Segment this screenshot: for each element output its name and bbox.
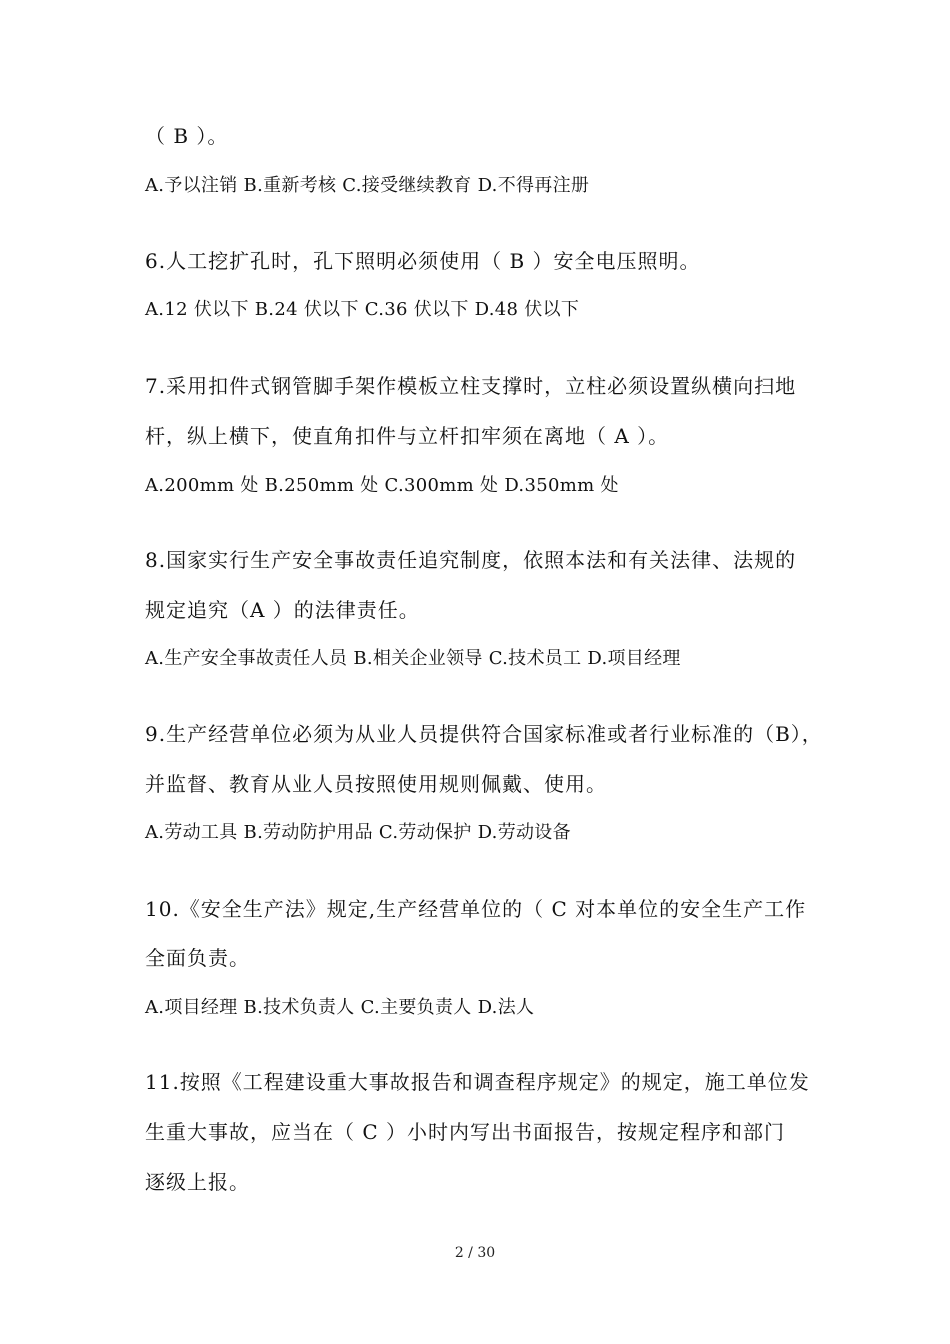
- question-text: 并监督、教育从业人员按照使用规则佩戴、使用。: [145, 772, 607, 796]
- page-number: 2 / 30: [454, 1245, 496, 1261]
- question-text: 规定追究（A ）的法律责任。: [145, 598, 420, 622]
- question-text: 11.按照《工程建设重大事故报告和调查程序规定》的规定，施工单位发: [145, 1070, 810, 1094]
- question-options: A.12 伏以下 B.24 伏以下 C.36 伏以下 D.48 伏以下: [145, 299, 580, 320]
- question-options: A.予以注销 B.重新考核 C.接受继续教育 D.不得再注册: [145, 175, 590, 196]
- question-text: 9.生产经营单位必须为从业人员提供符合国家标准或者行业标准的（B），: [145, 722, 823, 746]
- question-text: 7.采用扣件式钢管脚手架作模板立柱支撑时，立柱必须设置纵横向扫地: [145, 374, 797, 398]
- question-text: 10.《安全生产法》规定,生产经营单位的（ C 对本单位的安全生产工作: [145, 897, 807, 921]
- question-text: 6.人工挖扩孔时，孔下照明必须使用（ B ）安全电压照明。: [145, 249, 701, 273]
- question-text: 8.国家实行生产安全事故责任追究制度，依照本法和有关法律、法规的: [145, 548, 797, 572]
- question-answer-continuation: （ B ）。: [145, 124, 229, 148]
- question-options: A.生产安全事故责任人员 B.相关企业领导 C.技术员工 D.项目经理: [145, 648, 681, 669]
- question-text: 逐级上报。: [145, 1170, 250, 1194]
- question-options: A.200mm 处 B.250mm 处 C.300mm 处 D.350mm 处: [145, 475, 619, 496]
- question-options: A.项目经理 B.技术负责人 C.主要负责人 D.法人: [145, 997, 535, 1018]
- question-text: 全面负责。: [145, 946, 250, 970]
- question-text: 生重大事故，应当在（ C ）小时内写出书面报告，按规定程序和部门: [145, 1120, 786, 1144]
- question-options: A.劳动工具 B.劳动防护用品 C.劳动保护 D.劳动设备: [145, 822, 571, 843]
- question-text: 杆，纵上横下，使直角扣件与立杆扣牢须在离地（ A ）。: [145, 424, 670, 448]
